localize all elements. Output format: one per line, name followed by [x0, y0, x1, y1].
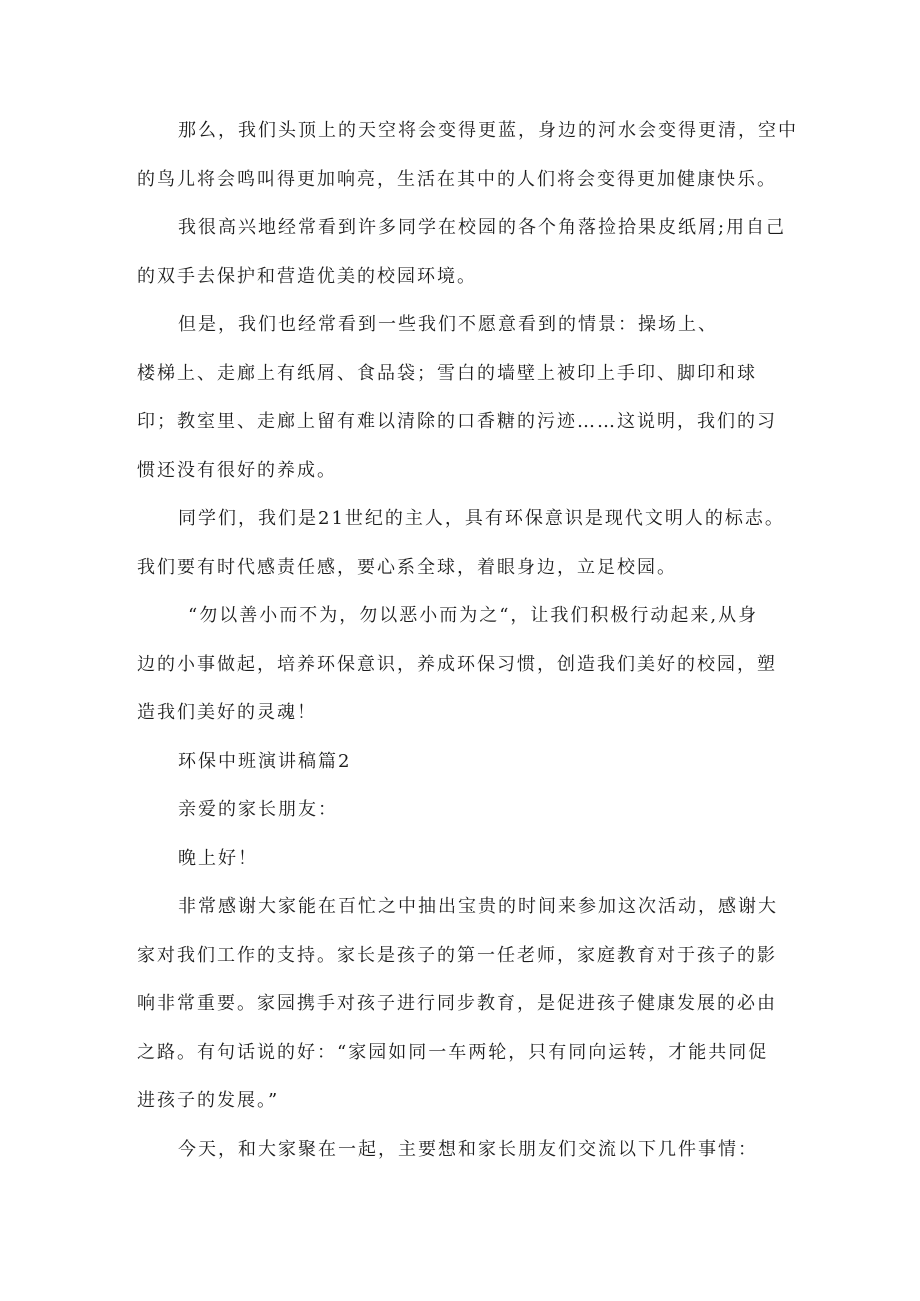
text-line: 造我们美好的灵魂！: [137, 702, 317, 723]
salutation: 亲爱的家长朋友：: [178, 799, 338, 820]
text-line: 响非常重要。家园携手对孩子进行同步教育，是促进孩子健康发展的必由: [137, 993, 777, 1014]
text-line: 今天，和大家聚在一起，主要想和家长朋友们交流以下几件事情：: [178, 1138, 758, 1160]
text-line: 的鸟儿将会鸣叫得更加响亮，生活在其中的人们将会变得更加健康快乐。: [137, 168, 777, 190]
text-line: 印；教室里、走廊上留有难以清除的口香糖的污迹……这说明，我们的习: [137, 411, 777, 432]
paragraph: [137, 204, 920, 301]
paragraph: [137, 1126, 920, 1175]
text-line: 家对我们工作的支持。家长是孩子的第一任老师，家庭教育对于孩子的影: [137, 944, 777, 966]
text-line: 惯还没有很好的养成。: [137, 459, 337, 481]
text-line: 进孩子的发展。”: [137, 1090, 280, 1111]
text-line: 我们要有时代感责任感，要心系全球，着眼身边，立足校园。: [137, 556, 677, 578]
text-line: 但是，我们也经常看到一些我们不愿意看到的情景：操场上、: [178, 314, 718, 335]
paragraph: [137, 301, 920, 495]
paragraph: [137, 107, 920, 204]
text-line: 之路。有句话说的好：“家园如同一车两轮，只有同向运转，才能共同促: [137, 1041, 769, 1063]
text-line: “勿以善小而不为，勿以恶小而为之“，让我们积极行动起来,从身: [188, 605, 759, 626]
text-line: 的双手去保护和营造优美的校园环境。: [137, 265, 477, 287]
section-title: 环保中班演讲稿篇2: [178, 750, 352, 772]
paragraph: [137, 592, 920, 738]
text-line: 同学们，我们是21世纪的主人，具有环保意识是现代文明人的标志。: [178, 508, 785, 529]
text-line: 边的小事做起，培养环保意识，养成环保习惯，创造我们美好的校园，塑: [137, 653, 777, 675]
paragraph: [137, 883, 920, 1126]
text-line: 那么，我们头顶上的天空将会变得更蓝，身边的河水会变得更清，空中: [178, 120, 798, 141]
paragraph: [137, 495, 920, 592]
text-line: 楼梯上、走廊上有纸屑、食品袋；雪白的墙壁上被印上手印、脚印和球: [137, 362, 757, 384]
text-line: 非常感谢大家能在百忙之中抽出宝贵的时间来参加这次活动，感谢大: [178, 896, 778, 917]
greeting: 晚上好！: [178, 847, 258, 869]
text-line: 我很高兴地经常看到许多同学在校园的各个角落捡拾果皮纸屑;用自己: [178, 217, 787, 238]
